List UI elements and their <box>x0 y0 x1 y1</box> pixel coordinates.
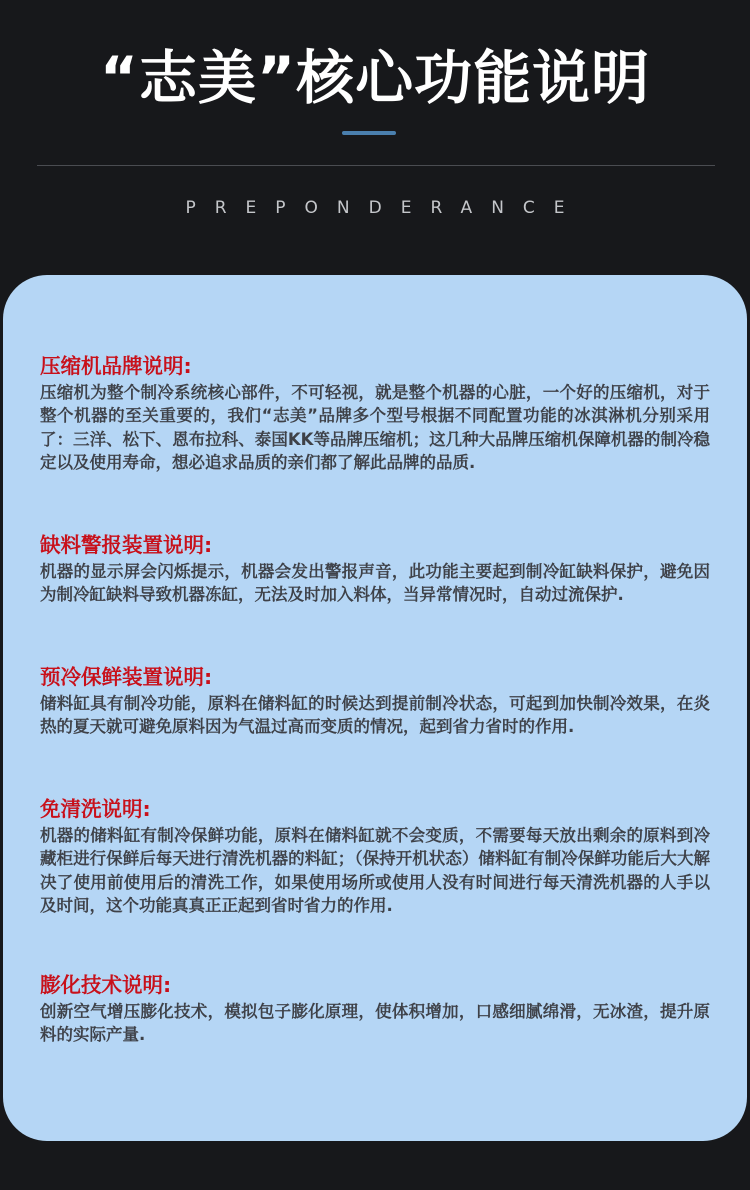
section-heading: 缺料警报装置说明: <box>40 533 213 557</box>
section-body: 储料缸具有制冷功能，原料在储料缸的时候达到提前制冷状态，可起到加快制冷效果，在炎热的夏天就可避免原料因为气温过高而变质的情况，起到省力省时的作用. <box>40 694 710 737</box>
section-heading: 膨化技术说明: <box>40 973 172 997</box>
header-divider <box>37 165 715 166</box>
page-title: “志美”核心功能说明 <box>99 44 651 112</box>
section-heading: 预冷保鲜装置说明: <box>40 665 213 689</box>
section-shortage-alarm <box>40 532 710 607</box>
section-body: 机器的储料缸有制冷保鲜功能，原料在储料缸就不会变质，不需要每天放出剩余的原料到冷藏柜进行保鲜后每天进行清洗机器的料缸；（保持开机状态）储料缸有制冷保鲜功能后大大解决了使用前使用后的清洗工作，如果使用场所或使用人没有时间进行每天清洗机器的人手以及时间，这个功能真真正正起到省时省力的作用. <box>40 826 710 915</box>
section-precooling <box>40 664 710 739</box>
title-accent-bar <box>342 131 396 135</box>
section-body: 创新空气增压膨化技术，模拟包子膨化原理，使体积增加，口感细腻绵滑，无冰渣，提升原料的实际产量. <box>40 1002 710 1045</box>
section-compressor-brand <box>40 353 710 474</box>
section-heading: 压缩机品牌说明: <box>40 354 192 378</box>
section-body: 压缩机为整个制冷系统核心部件，不可轻视，就是整个机器的心脏，一个好的压缩机，对于整个机器的至关重要的，我们“志美”品牌多个型号根据不同配置功能的冰淇淋机分别采用了：三洋、松下、恩布拉科、泰国KK等品牌压缩机；这几种大品牌压缩机保障机器的制冷稳定以及使用寿命，想必追求品质的亲们都了解此品牌的品质. <box>40 383 710 472</box>
section-body: 机器的显示屏会闪烁提示，机器会发出警报声音，此功能主要起到制冷缸缺料保护，避免因为制冷缸缺料导致机器冻缸，无法及时加入料体，当异常情况时，自动过流保护. <box>40 562 710 605</box>
section-no-cleaning <box>40 796 710 917</box>
section-puffing-tech <box>40 972 710 1047</box>
page-subtitle: PREPONDERANCE <box>185 198 584 218</box>
section-heading: 免清洗说明: <box>40 797 151 821</box>
